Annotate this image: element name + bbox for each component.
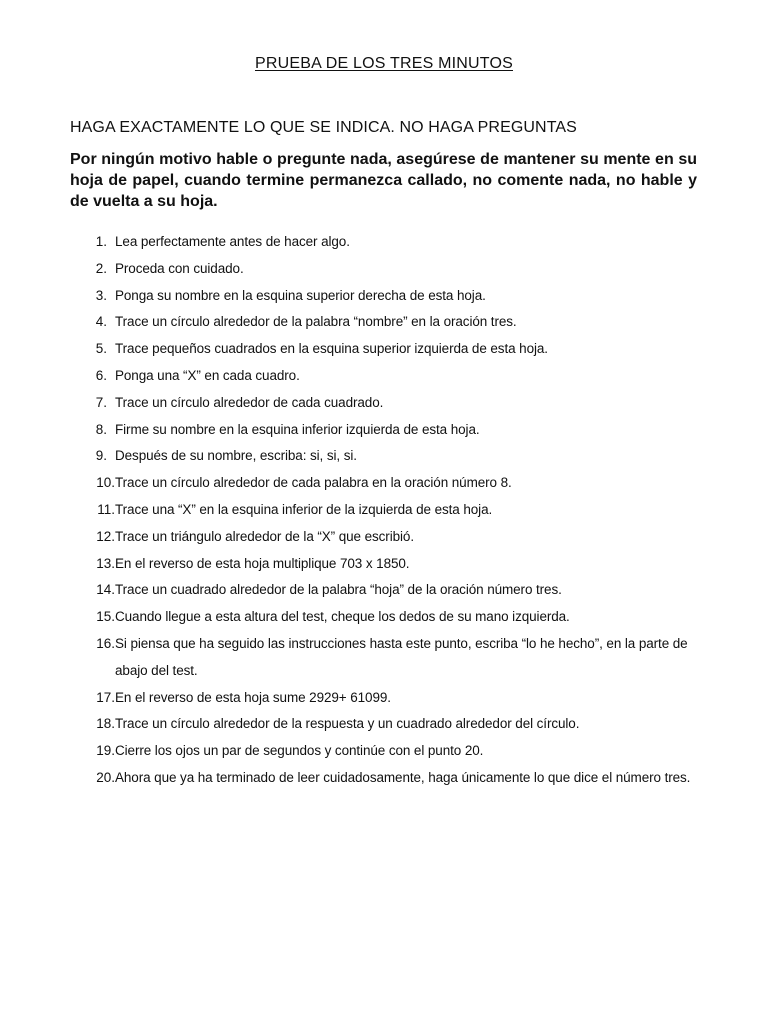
list-item-number: 16. xyxy=(96,635,115,651)
list-item-text: Trace un círculo alrededor de la palabra “nombre” en la oración tres. xyxy=(115,314,517,330)
list-item-number: 18. xyxy=(96,716,115,732)
list-item-number: 7. xyxy=(95,394,107,410)
list-item xyxy=(70,336,710,363)
list-item xyxy=(70,443,710,470)
list-item xyxy=(70,738,710,765)
page-title: PRUEBA DE LOS TRES MINUTOS xyxy=(254,55,513,72)
list-item-text: Trace un círculo alrededor de cada palabra en la oración número 8. xyxy=(115,475,512,491)
instruction-heading: HAGA EXACTAMENTE LO QUE SE INDICA. NO HAGA PREGUNTAS xyxy=(70,119,577,136)
list-item-number: 11. xyxy=(97,501,115,517)
list-item xyxy=(70,417,710,444)
list-item-text: Lea perfectamente antes de hacer algo. xyxy=(115,234,350,249)
list-item-number: 9. xyxy=(95,448,107,464)
list-item xyxy=(70,577,710,604)
list-item-text: Trace un cuadrado alrededor de la palabra “hoja” de la oración número tres. xyxy=(115,582,562,598)
list-item-text: Cuando llegue a esta altura del test, cheque los dedos de su mano izquierda. xyxy=(115,609,570,625)
list-item-number: 4. xyxy=(95,314,107,330)
list-item-text: En el reverso de esta hoja multiplique 703 x 1850. xyxy=(115,555,410,571)
list-item xyxy=(70,631,710,685)
list-item-number: 10. xyxy=(96,475,115,491)
list-item-number: 2. xyxy=(95,260,107,276)
list-item xyxy=(70,551,710,578)
list-item xyxy=(70,363,710,390)
list-item-text: Trace pequeños cuadrados en la esquina superior izquierda de esta hoja. xyxy=(115,341,548,357)
list-item-number: 5. xyxy=(95,341,107,357)
list-item-number: 6. xyxy=(95,367,107,383)
list-item-text: Ahora que ya ha terminado de leer cuidadosamente, haga únicamente lo que dice el número tres. xyxy=(115,769,691,785)
list-item-number: 14. xyxy=(96,582,115,598)
list-item-number: 15. xyxy=(96,609,115,625)
list-item-text: Después de su nombre, escriba: si, si, si. xyxy=(115,448,357,464)
list-item-text: Ponga una “X” en cada cuadro. xyxy=(115,367,300,383)
list-item-number: 12. xyxy=(96,528,115,544)
list-item-number: 8. xyxy=(95,421,107,437)
intro-paragraph: Por ningún motivo hable o pregunte nada, asegúrese de mantener su mente en su hoja de papel, cuando termine permanezca callado, no comente nada, no hable y de vuelta a su hoja. xyxy=(70,151,697,210)
list-item xyxy=(70,524,710,551)
list-item-text: Trace un triángulo alrededor de la “X” que escribió. xyxy=(115,528,414,544)
list-item-text: Trace un círculo alrededor de la respuesta y un cuadrado alrededor del círculo. xyxy=(115,716,580,732)
list-item-text: Firme su nombre en la esquina inferior izquierda de esta hoja. xyxy=(115,421,480,437)
list-item xyxy=(70,256,710,283)
list-item-number: 17. xyxy=(96,689,115,705)
list-item xyxy=(70,390,710,417)
list-item-text: Ponga su nombre en la esquina superior derecha de esta hoja. xyxy=(115,287,486,303)
list-item xyxy=(70,685,710,712)
list-item-number: 20. xyxy=(96,769,115,785)
list-item xyxy=(70,283,710,310)
list-item-number: 1. xyxy=(95,234,107,249)
list-item xyxy=(70,604,710,631)
list-item xyxy=(70,229,710,256)
instruction-list xyxy=(70,229,710,792)
list-item-text: Trace una “X” en la esquina inferior de la izquierda de esta hoja. xyxy=(115,501,493,517)
list-item-text: Proceda con cuidado. xyxy=(115,260,244,276)
list-item xyxy=(70,470,710,497)
list-item xyxy=(70,765,710,792)
list-item xyxy=(70,497,710,524)
list-item-number: 19. xyxy=(96,743,115,759)
list-item-text: Trace un círculo alrededor de cada cuadrado. xyxy=(115,394,384,410)
list-item xyxy=(70,309,710,336)
list-item-text: Cierre los ojos un par de segundos y continúe con el punto 20. xyxy=(115,743,484,759)
list-item-text: Si piensa que ha seguido las instrucciones hasta este punto, escriba “lo he hecho”, en la parte de abajo del test. xyxy=(115,635,688,678)
list-item-text: En el reverso de esta hoja sume 2929+ 61099. xyxy=(115,689,391,705)
list-item xyxy=(70,711,710,738)
list-item-number: 3. xyxy=(95,287,107,303)
list-item-number: 13. xyxy=(96,555,115,571)
